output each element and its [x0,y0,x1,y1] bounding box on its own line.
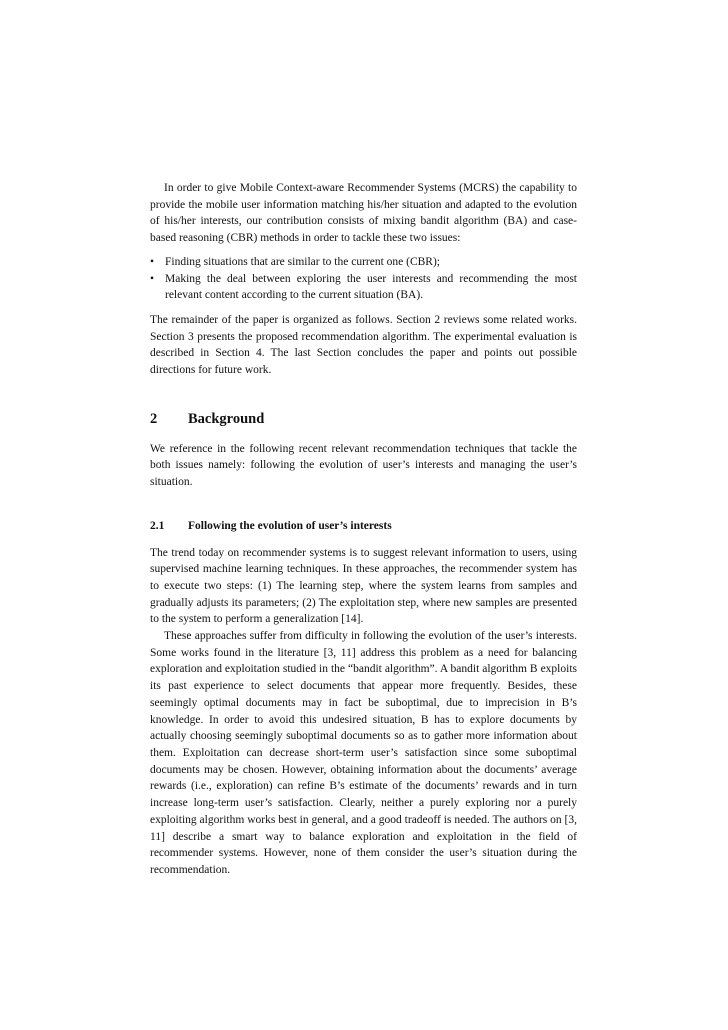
subsection-heading [150,518,577,535]
background-paragraph: We reference in the following recent relevant recommendation techniques that tackle the both issues namely: following the evolution of user’s interests and managing the user’s situation. [150,442,577,489]
bandit-paragraph: These approaches suffer from difficulty in following the evolution of the user’s interests. Some works found in the literature [3, 11] address this problem as a need for balancing exploration and exploitation studied in the “bandit algorithm”. A bandit algorithm B exploits its past experience to select documents that appear more frequently. Besides, these seemingly optimal documents may in fact be suboptimal, due to imprecision in B’s knowledge. In order to avoid this undesired situation, B has to explore documents by actually choosing seemingly suboptimal documents so as to gather more information about them. Exploitation can decrease short-term user’s satisfaction since some suboptimal documents may be chosen. However, obtaining information about the documents’ average rewards (i.e., exploration) can refine B’s estimate of the documents’ rewards and in turn increase long-term user’s satisfaction. Clearly, neither a purely exploring nor a purely exploiting algorithm works best in general, and a good tradeoff is needed. The authors on [3, 11] describe a smart way to balance exploration and exploitation in the field of recommender systems. However, none of them consider the user’s situation during the recommendation. [150,630,577,876]
section-title: Background [188,410,265,427]
list-item-text: Finding situations that are similar to the current one (CBR); [165,255,440,268]
bullet-icon: • [150,272,155,285]
section-heading [150,409,577,429]
paper-page [150,180,577,879]
list-item [150,271,577,304]
list-item-text: Making the deal between exploring the user interests and recommending the most relevant content according to the current situation (BA). [165,272,577,302]
issues-list [150,254,577,304]
bullet-icon: • [150,255,155,268]
subsection-number: 2.1 [150,519,165,532]
organization-paragraph: The remainder of the paper is organized as follows. Section 2 reviews some related works. Section 3 presents the proposed recommendation algorithm. The experimental evaluation is described in Section 4. The last Section concludes the paper and points out possible directions for future work. [150,313,577,377]
section-number: 2 [150,410,158,427]
subsection-title: Following the evolution of user’s interests [188,519,392,532]
intro-paragraph: In order to give Mobile Context-aware Recommender Systems (MCRS) the capability to provide the mobile user information matching his/her situation and adapted to the evolution of his/her interests, our contribution consists of mixing bandit algorithm (BA) and case-based reasoning (CBR) methods in order to tackle these two issues: [150,182,577,245]
list-item [150,254,577,271]
trend-paragraph: The trend today on recommender systems is to suggest relevant information to users, using supervised machine learning techniques. In these approaches, the recommender system has to execute two steps: (1) The learning step, where the system learns from samples and gradually adjusts its parameters; (2) The exploitation step, where new samples are presented to the system to perform a generalization [14]. [150,546,577,626]
